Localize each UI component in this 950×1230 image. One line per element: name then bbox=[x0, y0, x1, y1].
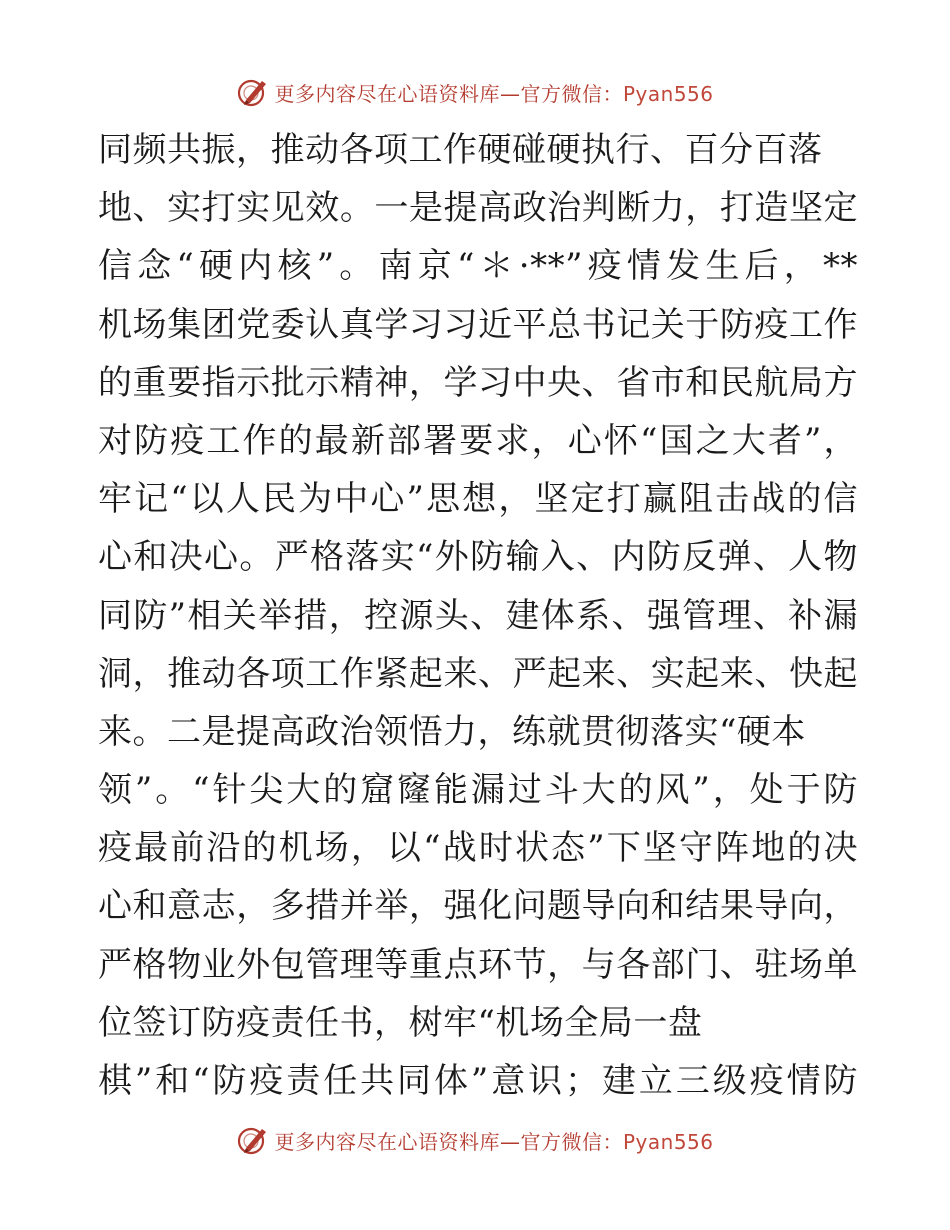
footer-banner bbox=[0, 1120, 950, 1160]
body-text-line: 信念“硬内核”。南京“＊·**”疫情发生后，** bbox=[98, 246, 858, 287]
body-text-line: 的重要指示批示精神，学习中央、省市和民航局方 bbox=[98, 362, 858, 403]
body-text-line: 对防疫工作的最新部署要求，心怀“国之大者”， bbox=[98, 420, 858, 461]
body-text-line: 洞，推动各项工作紧起来、严起来、实起来、快起 bbox=[98, 653, 858, 694]
header-wechat-handle: Pyan556 bbox=[622, 81, 714, 106]
header-banner bbox=[0, 72, 950, 112]
body-text-line: 心和决心。严格落实“外防输入、内防反弹、人物 bbox=[98, 537, 858, 578]
body-text-line: 来。二是提高政治领悟力，练就贯彻落实“硬本 bbox=[98, 711, 806, 752]
header-banner-label: 更多内容尽在心语资料库—官方微信： bbox=[274, 81, 623, 106]
body-text-line: 心和意志，多措并举，强化问题导向和结果导向， bbox=[98, 886, 858, 927]
header-banner-text bbox=[274, 78, 713, 107]
pen-logo-icon bbox=[236, 1123, 270, 1157]
body-text-line: 疫最前沿的机场，以“战时状态”下坚守阵地的决 bbox=[98, 828, 858, 869]
body-text-line: 地、实打实见效。一是提高政治判断力，打造坚定 bbox=[98, 188, 858, 229]
body-text-line: 同防”相关举措，控源头、建体系、强管理、补漏 bbox=[98, 595, 858, 636]
footer-banner-label: 更多内容尽在心语资料库—官方微信： bbox=[274, 1129, 623, 1154]
body-text-line: 机场集团党委认真学习习近平总书记关于防疫工作 bbox=[98, 304, 858, 345]
body-text-line: 领”。“针尖大的窟窿能漏过斗大的风”，处于防 bbox=[98, 770, 858, 811]
body-text-line: 棋”和“防疫责任共同体”意识；建立三级疫情防 bbox=[98, 1061, 858, 1101]
body-text-line: 严格物业外包管理等重点环节，与各部门、驻场单 bbox=[98, 944, 858, 985]
body-text-line: 位签订防疫责任书，树牢“机场全局一盘 bbox=[98, 1002, 703, 1043]
body-text-line: 同频共振，推动各项工作硬碰硬执行、百分百落 bbox=[98, 130, 823, 170]
footer-wechat-handle: Pyan556 bbox=[622, 1129, 714, 1154]
document-body bbox=[98, 121, 858, 1110]
pen-logo-icon bbox=[236, 75, 270, 109]
body-text-line: 牢记“以人民为中心”思想，坚定打赢阻击战的信 bbox=[98, 479, 858, 520]
footer-banner-text bbox=[274, 1126, 713, 1155]
